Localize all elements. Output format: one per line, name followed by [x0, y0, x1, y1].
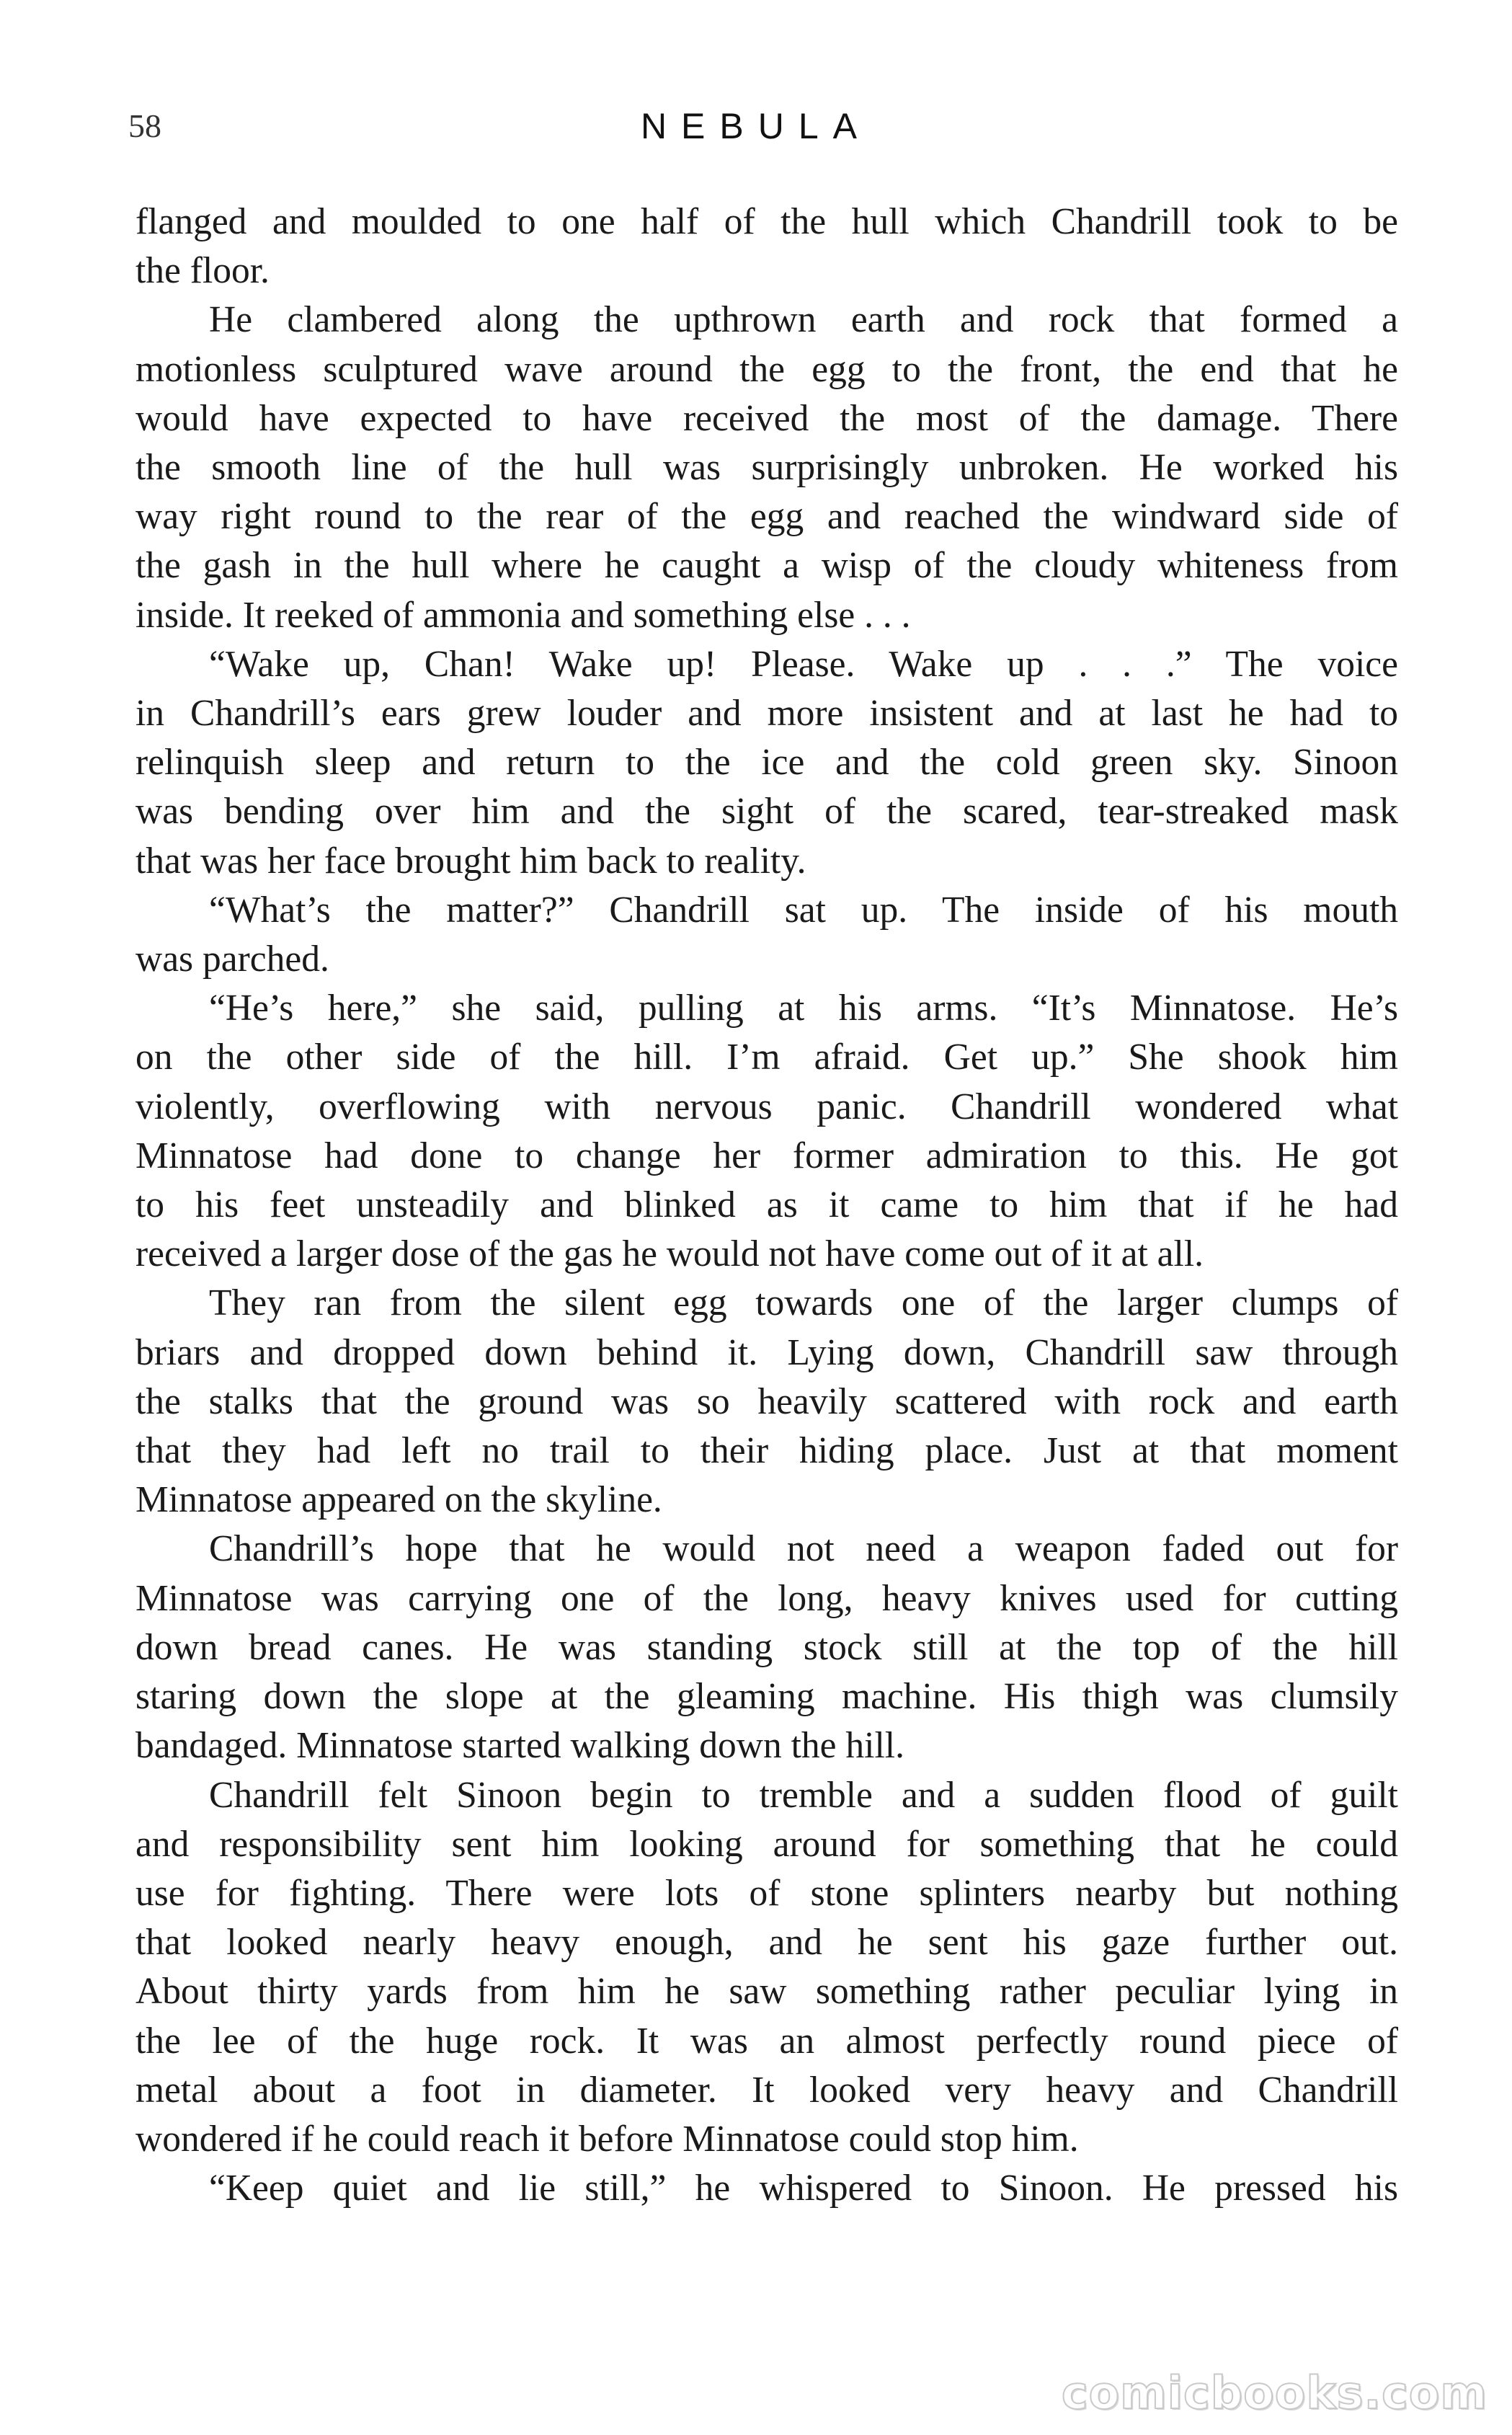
text-line: that was her face brought him back to reality. — [135, 840, 806, 882]
paragraph — [135, 1279, 1398, 1525]
page-number: 58 — [128, 107, 161, 144]
text-line: bandaged. Minnatose started walking down the hill. — [135, 1725, 904, 1767]
paragraph — [135, 1771, 1398, 2165]
text-line: wondered if he could reach it before Minnatose could stop him. — [135, 2118, 1079, 2160]
paragraph — [135, 2164, 1398, 2213]
text-line: “Keep quiet and lie still,” he whispered to Sinoon. He pressed his — [209, 2168, 1398, 2209]
paragraph — [135, 640, 1398, 886]
text-line: Minnatose had done to change her former admiration to this. He got — [135, 1135, 1398, 1176]
text-line: metal about a foot in diameter. It looked very heavy and Chandrill — [135, 2069, 1398, 2111]
text-line: was bending over him and the sight of the scared, tear-streaked mask — [135, 791, 1398, 833]
paragraph — [135, 984, 1398, 1279]
text-line: received a larger dose of the gas he would not have come out of it at all. — [135, 1233, 1204, 1275]
text-line: way right round to the rear of the egg and reached the windward side of — [135, 496, 1398, 538]
text-line: would have expected to have received the most of the damage. There — [135, 397, 1398, 439]
text-line: the floor. — [135, 250, 270, 292]
text-line: down bread canes. He was standing stock still at the top of the hill — [135, 1626, 1398, 1668]
text-line: “What’s the matter?” Chandrill sat up. The inside of his mouth — [209, 889, 1398, 931]
text-line: relinquish sleep and return to the ice and the cold green sky. Sinoon — [135, 742, 1398, 784]
text-line: staring down the slope at the gleaming machine. His thigh was clumsily — [135, 1676, 1398, 1718]
text-line: was parched. — [135, 939, 329, 980]
text-line: in Chandrill’s ears grew louder and more insistent and at last he had to — [135, 693, 1398, 735]
text-line: the gash in the hull where he caught a wisp of the cloudy whiteness from — [135, 545, 1398, 587]
running-title: NEBULA — [640, 106, 872, 146]
text-line: use for fighting. There were lots of stone splinters nearby but nothing — [135, 1872, 1398, 1914]
paragraph — [135, 198, 1398, 296]
text-line: “Wake up, Chan! Wake up! Please. Wake up . . .” The voice — [209, 643, 1398, 685]
text-line: Chandrill felt Sinoon begin to tremble and a sudden flood of guilt — [209, 1774, 1398, 1816]
text-line: “He’s here,” she said, pulling at his arms. “It’s Minnatose. He’s — [209, 988, 1398, 1029]
text-line: on the other side of the hill. I’m afraid. Get up.” She shook him — [135, 1037, 1398, 1078]
text-line: flanged and moulded to one half of the hull which Chandrill took to be — [135, 201, 1398, 242]
text-line: Minnatose was carrying one of the long, heavy knives used for cutting — [135, 1577, 1398, 1619]
text-line: violently, overflowing with nervous panic. Chandrill wondered what — [135, 1086, 1398, 1127]
text-line: the stalks that the ground was so heavily scattered with rock and earth — [135, 1380, 1398, 1422]
body-text — [135, 198, 1398, 2213]
text-line: briars and dropped down behind it. Lying down, Chandrill saw through — [135, 1331, 1398, 1373]
text-line: He clambered along the upthrown earth and rock that formed a — [209, 299, 1398, 341]
text-line: Chandrill’s hope that he would not need a weapon faded out for — [209, 1528, 1398, 1570]
text-line: that looked nearly heavy enough, and he sent his gaze further out. — [135, 1922, 1398, 1964]
paragraph — [135, 296, 1398, 639]
text-line: that they had left no trail to their hiding place. Just at that moment — [135, 1430, 1398, 1472]
paragraph — [135, 886, 1398, 984]
text-line: to his feet unsteadily and blinked as it came to him that if he had — [135, 1184, 1398, 1226]
watermark: comicbooks.com — [1061, 2367, 1487, 2419]
text-line: inside. It reeked of ammonia and something else . . . — [135, 594, 911, 636]
paragraph — [135, 1525, 1398, 1770]
text-line: Minnatose appeared on the skyline. — [135, 1479, 662, 1521]
text-line: and responsibility sent him looking around for something that he could — [135, 1823, 1398, 1865]
text-line: They ran from the silent egg towards one of the larger clumps of — [209, 1282, 1398, 1324]
text-line: the smooth line of the hull was surprisingly unbroken. He worked his — [135, 447, 1398, 489]
text-line: About thirty yards from him he saw something rather peculiar lying in — [135, 1971, 1398, 2013]
text-line: motionless sculptured wave around the egg to the front, the end that he — [135, 348, 1398, 390]
text-line: the lee of the huge rock. It was an almost perfectly round piece of — [135, 2020, 1398, 2062]
